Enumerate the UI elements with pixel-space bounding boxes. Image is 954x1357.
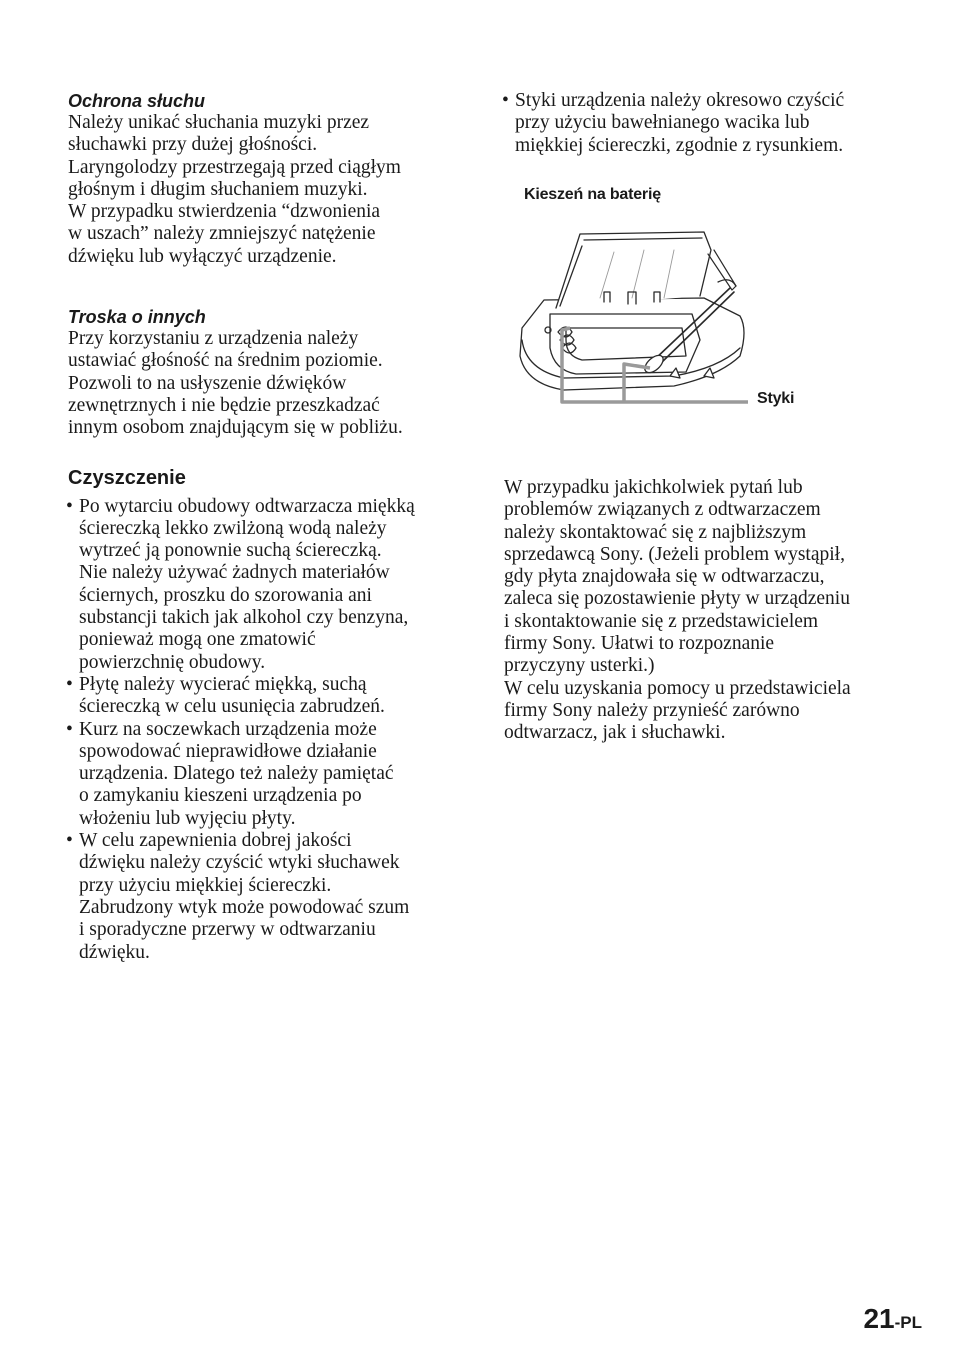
text-line: o zamykaniu kieszeni urządzenia po (79, 785, 362, 807)
text-line: spowodować nieprawidłowe działanie (79, 740, 377, 762)
section-title-hearing: Ochrona słuchu (68, 91, 206, 111)
text-line: i sporadyczne przerwy w odtwarzaniu (79, 919, 376, 941)
text-line: Laryngolodzy przestrzegają przed ciągłym (68, 156, 401, 178)
text-line: dźwięku lub wyłączyć urządzenie. (68, 245, 337, 267)
section-title-cleaning: Czyszczenie (68, 466, 186, 489)
text-line: ustawiać głośność na średnim poziomie. (68, 350, 383, 372)
text-line: Należy unikać słuchania muzyki przez (68, 112, 370, 133)
text-line: głośnym i długim słuchaniem muzyki. (68, 178, 368, 200)
hearing-paragraph (68, 112, 448, 268)
text-line: włożeniu lub wyjęciu płyty. (79, 807, 296, 829)
device-illustration (504, 180, 824, 420)
text-line: Styki urządzenia należy okresowo czyścić (515, 90, 845, 111)
text-line: innym osobom znajdującym się w pobliżu. (68, 417, 403, 439)
text-line: powierzchnię obudowy. (79, 651, 266, 673)
text-line: ściernych, proszku do szorowania ani (79, 584, 372, 606)
list-item (68, 719, 448, 830)
text-line: W przypadku jakichkolwiek pytań lub (504, 477, 803, 498)
text-line: i skontaktowanie się z przedstawicielem (504, 610, 819, 632)
text-line: słuchawki przy dużej głośności. (68, 134, 318, 156)
text-line: W przypadku stwierdzenia “dzwonienia (68, 201, 381, 223)
text-line: w uszach” należy zmniejszyć natężenie (68, 223, 376, 245)
left-column (68, 90, 448, 964)
list-item (504, 90, 889, 157)
text-line: przy użyciu bawełnianego wacika lub (515, 112, 810, 134)
text-line: sprzedawcą Sony. (Jeżeli problem wystąpił, (504, 543, 845, 565)
cleaning-list (68, 496, 448, 964)
text-line: Przy korzystaniu z urządzenia należy (68, 328, 359, 350)
text-line: odtwarzacz, jak i słuchawki. (504, 722, 726, 744)
text-line: wytrzeć ją ponownie suchą ściereczką. (79, 540, 382, 562)
text-line: Płytę należy wycierać miękką, suchą (79, 673, 367, 695)
list-item (68, 830, 448, 964)
battery-compartment-figure (504, 180, 824, 420)
text-line: należy skontaktować się z najbliższym (504, 521, 807, 543)
text-line: W celu uzyskania pomocy u przedstawiciela (504, 677, 851, 699)
text-line: ściereczką w celu usunięcia zabrudzeń. (79, 696, 385, 718)
text-line: Kurz na soczewkach urządzenia może (79, 718, 377, 740)
text-line: ściereczką lekko zwilżoną wodą należy (79, 517, 387, 539)
text-line: substancji takich jak alkohol czy benzyna, (79, 607, 409, 629)
text-line: ponieważ mogą one zmatowić (79, 629, 316, 651)
text-line: dźwięku należy czyścić wtyki słuchawek (79, 852, 400, 874)
text-line: urządzenia. Dlatego też należy pamiętać (79, 763, 394, 785)
list-item (68, 674, 448, 719)
text-line: Zabrudzony wtyk może powodować szum (79, 896, 410, 918)
figure-label-battery: Kieszeń na baterię (524, 186, 661, 203)
text-line: gdy płyta znajdowała się w odtwarzaczu, (504, 566, 825, 588)
text-line: zaleca się pozostawienie płyty w urządzeniu (504, 588, 850, 610)
page-number-suffix: -PL (894, 1313, 922, 1332)
right-column-top (504, 90, 889, 157)
list-item (68, 496, 448, 674)
text-line: Po wytarciu obudowy odtwarzacza miękką (79, 495, 415, 517)
support-paragraph (504, 477, 894, 745)
text-line: przyczyny usterki.) (504, 655, 655, 677)
page-number (863, 1303, 922, 1335)
others-paragraph (68, 328, 448, 439)
text-line: firmy Sony należy przynieść zarówno (504, 699, 800, 721)
page-number-value: 21 (863, 1303, 895, 1334)
text-line: Nie należy używać żadnych materiałów (79, 562, 390, 584)
contacts-list (504, 90, 889, 157)
text-line: firmy Sony. Ułatwi to rozpoznanie (504, 633, 775, 655)
text-line: zewnętrznych i nie będzie przeszkadzać (68, 394, 380, 416)
section-title-others: Troska o innych (68, 307, 206, 328)
text-line: Pozwoli to na usłyszenie dźwięków (68, 372, 347, 394)
text-line: miękkiej ściereczki, zgodnie z rysunkiem. (515, 134, 844, 156)
text-line: W celu zapewnienia dobrej jakości (79, 830, 352, 852)
text-line: problemów związanych z odtwarzaczem (504, 499, 821, 521)
figure-label-contacts: Styki (757, 390, 795, 407)
text-line: przy użyciu miękkiej ściereczki. (79, 874, 332, 896)
text-line: dźwięku. (79, 941, 150, 963)
